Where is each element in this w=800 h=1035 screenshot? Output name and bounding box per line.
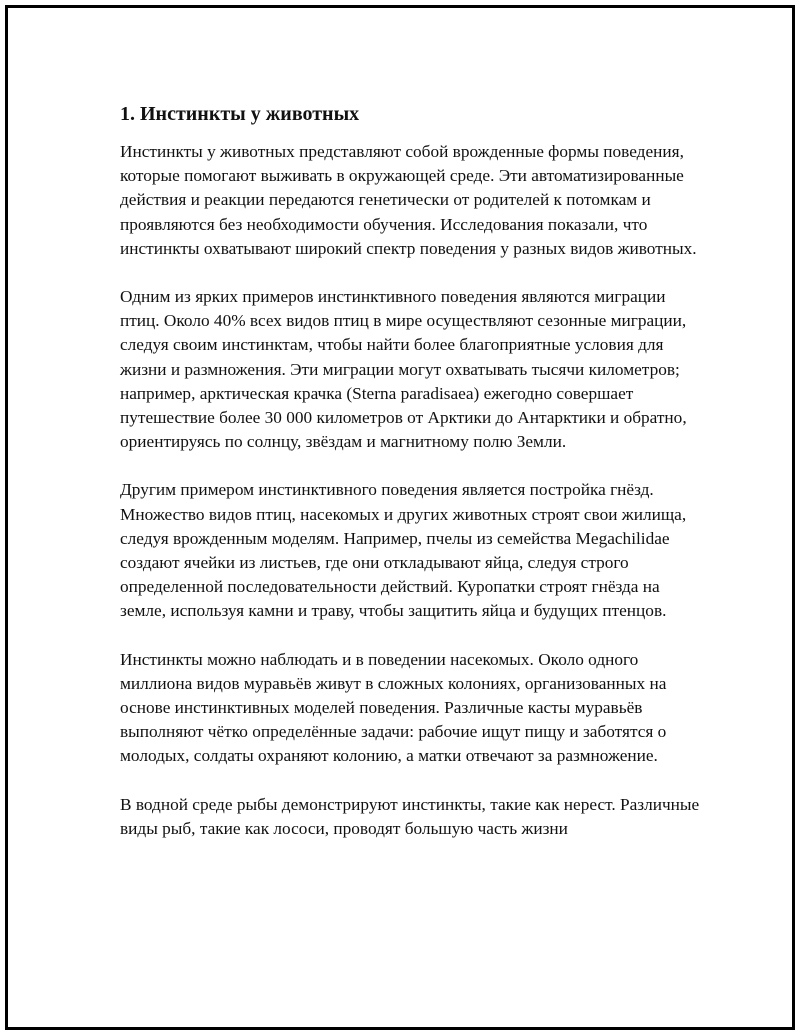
paragraph-intro: Инстинкты у животных представляют собой врожденные формы поведения, которые помогают выживать в окружающей среде. Эти автоматизированные действия и реакции передаются генетически от родителей к потомкам и проявляются без необходимости обучения. Исследования показали, что инстинкты охватывают широкий спектр поведения у разных видов животных. [120,142,697,258]
paragraph-fish: В водной среде рыбы демонстрируют инстинкты, такие как нерест. Различные виды рыб, такие как лососи, проводят большую часть жизни [120,794,700,838]
page-frame [5,5,795,1030]
section-heading: 1. Инстинкты у животных [120,103,360,125]
document-body [120,101,700,865]
paragraph-nest-building: Другим примером инстинктивного поведения является постройка гнёзд. Множество видов птиц, насекомых и других животных строят свои жилища, следуя врожденным моделям. Например, пчелы из семейства Megachilidae создают ячейки из листьев, где они откладывают яйца, следуя строго определенной последовательности действий. Куропатки строят гнёзда на земле, используя камни и траву, чтобы защитить яйца и будущих птенцов. [120,480,687,621]
paragraph-insects: Инстинкты можно наблюдать и в поведении насекомых. Около одного миллиона видов муравьёв живут в сложных колониях, организованных на основе инстинктивных моделей поведения. Различные касты муравьёв выполняют чётко определённые задачи: рабочие ищут пищу и заботятся о молодых, солдаты охраняют колонию, а матки отвечают за размножение. [120,649,667,766]
paragraph-bird-migration: Одним из ярких примеров инстинктивного поведения являются миграции птиц. Около 40% всех видов птиц в мире осуществляют сезонные миграции, следуя своим инстинктам, чтобы найти более благоприятные условия для жизни и размножения. Эти миграции могут охватывать тысячи километров; например, арктическая крачка (Sterna paradisaea) ежегодно совершает путешествие более 30 000 километров от Арктики до Антарктики и обратно, ориентируясь по солнцу, звёздам и магнитному полю Земли. [120,287,687,452]
